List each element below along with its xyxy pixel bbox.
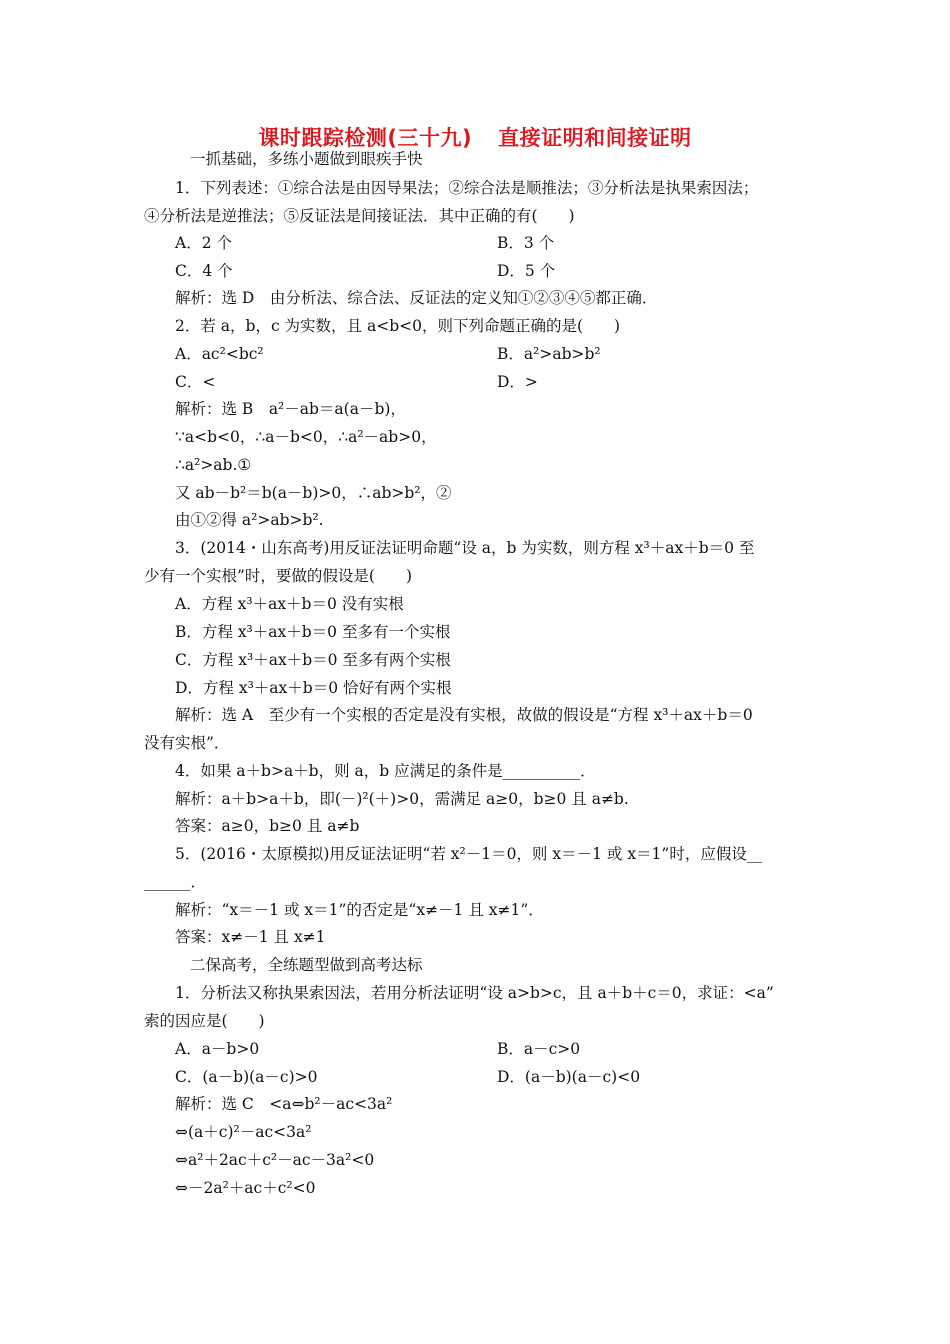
q2-solution-line4: 又 ab－b²＝b(a－b)>0，∴ab>b²，② bbox=[175, 484, 452, 502]
q1-option-a: A．2 个 bbox=[175, 234, 232, 252]
title-sub: 直接证明和间接证明 bbox=[498, 126, 692, 150]
q5-stem-line2: ______． bbox=[144, 873, 207, 891]
p1-option-a: A．a－b>0 bbox=[175, 1040, 260, 1058]
section-heading-2: 二保高考，全练题型做到高考达标 bbox=[190, 956, 423, 974]
q1-option-d: D．5 个 bbox=[497, 262, 556, 280]
q5-answer: 答案：x≠－1 且 x≠1 bbox=[175, 928, 326, 946]
q2-solution-line2: ∵a<b<0，∴a－b<0，∴a²－ab>0， bbox=[175, 428, 437, 446]
q1-option-c: C．4 个 bbox=[175, 262, 233, 280]
q3-option-d: D．方程 x³＋ax＋b＝0 恰好有两个实根 bbox=[175, 679, 452, 697]
q2-stem: 2．若 a，b，c 为实数，且 a<b<0，则下列命题正确的是( ) bbox=[175, 317, 621, 335]
q3-option-a: A．方程 x³＋ax＋b＝0 没有实根 bbox=[175, 595, 404, 613]
section-heading-1: 一抓基础，多练小题做到眼疾手快 bbox=[190, 150, 423, 168]
q2-option-b: B．a²>ab>b² bbox=[497, 345, 601, 363]
p1-solution-line2: ⇔(a＋c)²－ac<3a² bbox=[175, 1123, 312, 1141]
q2-option-d: D．> bbox=[497, 373, 538, 391]
q3-option-b: B．方程 x³＋ax＋b＝0 至多有一个实根 bbox=[175, 623, 451, 641]
p1-solution-line3: ⇔a²＋2ac＋c²－ac－3a²<0 bbox=[175, 1151, 375, 1169]
p1-stem-line1: 1．分析法又称执果索因法，若用分析法证明“设 a>b>c，且 a＋b＋c＝0，求证：<a” bbox=[175, 984, 774, 1002]
q2-solution-line3: ∴a²>ab.① bbox=[175, 456, 252, 474]
q3-solution-line1: 解析：选 A 至少有一个实根的否定是没有实根，故做的假设是“方程 x³＋ax＋b＝0 bbox=[175, 706, 753, 724]
q1-stem-line1: 1．下列表述：①综合法是由因导果法；②综合法是顺推法；③分析法是执果索因法； bbox=[175, 179, 759, 197]
p1-option-d: D．(a－b)(a－c)<0 bbox=[497, 1068, 641, 1086]
q2-option-c: C．< bbox=[175, 373, 216, 391]
q1-option-b: B．3 个 bbox=[497, 234, 555, 252]
q4-stem: 4．如果 a＋b>a＋b，则 a，b 应满足的条件是__________． bbox=[175, 762, 596, 780]
q5-solution: 解析：“x＝－1 或 x＝1”的否定是“x≠－1 且 x≠1”． bbox=[175, 901, 544, 919]
q3-option-c: C．方程 x³＋ax＋b＝0 至多有两个实根 bbox=[175, 651, 451, 669]
q3-stem-line1: 3．(2014・山东高考)用反证法证明命题“设 a，b 为实数，则方程 x³＋ax＋b＝0 至 bbox=[175, 539, 755, 557]
q3-stem-line2: 少有一个实根”时，要做的假设是( ) bbox=[144, 567, 413, 585]
q1-solution: 解析：选 D 由分析法、综合法、反证法的定义知①②③④⑤都正确． bbox=[175, 289, 658, 307]
q5-stem-line1: 5．(2016・太原模拟)用反证法证明“若 x²－1＝0，则 x＝－1 或 x＝1”时，应假设__ bbox=[175, 845, 763, 863]
q2-solution-line5: 由①②得 a²>ab>b². bbox=[175, 511, 324, 529]
q2-option-a: A．ac²<bc² bbox=[175, 345, 264, 363]
p1-option-c: C．(a－b)(a－c)>0 bbox=[175, 1068, 318, 1086]
title-main: 课时跟踪检测(三十九) bbox=[258, 126, 473, 150]
q4-solution: 解析：a＋b>a＋b，即(－)²(＋)>0，需满足 a≥0，b≥0 且 a≠b. bbox=[175, 790, 629, 808]
q2-solution-line1: 解析：选 B a²－ab＝a(a－b)， bbox=[175, 400, 406, 418]
p1-stem-line2: 索的因应是( ) bbox=[144, 1012, 265, 1030]
q4-answer: 答案：a≥0，b≥0 且 a≠b bbox=[175, 817, 360, 835]
q1-stem-line2: ④分析法是逆推法；⑤反证法是间接证法．其中正确的有( ) bbox=[144, 207, 575, 225]
p1-option-b: B．a－c>0 bbox=[497, 1040, 581, 1058]
page-title bbox=[0, 122, 950, 152]
p1-solution-line1: 解析：选 C <a⇔b²－ac<3a² bbox=[175, 1095, 393, 1113]
p1-solution-line4: ⇔－2a²＋ac＋c²<0 bbox=[175, 1179, 316, 1197]
q3-solution-line2: 没有实根”． bbox=[144, 734, 230, 752]
